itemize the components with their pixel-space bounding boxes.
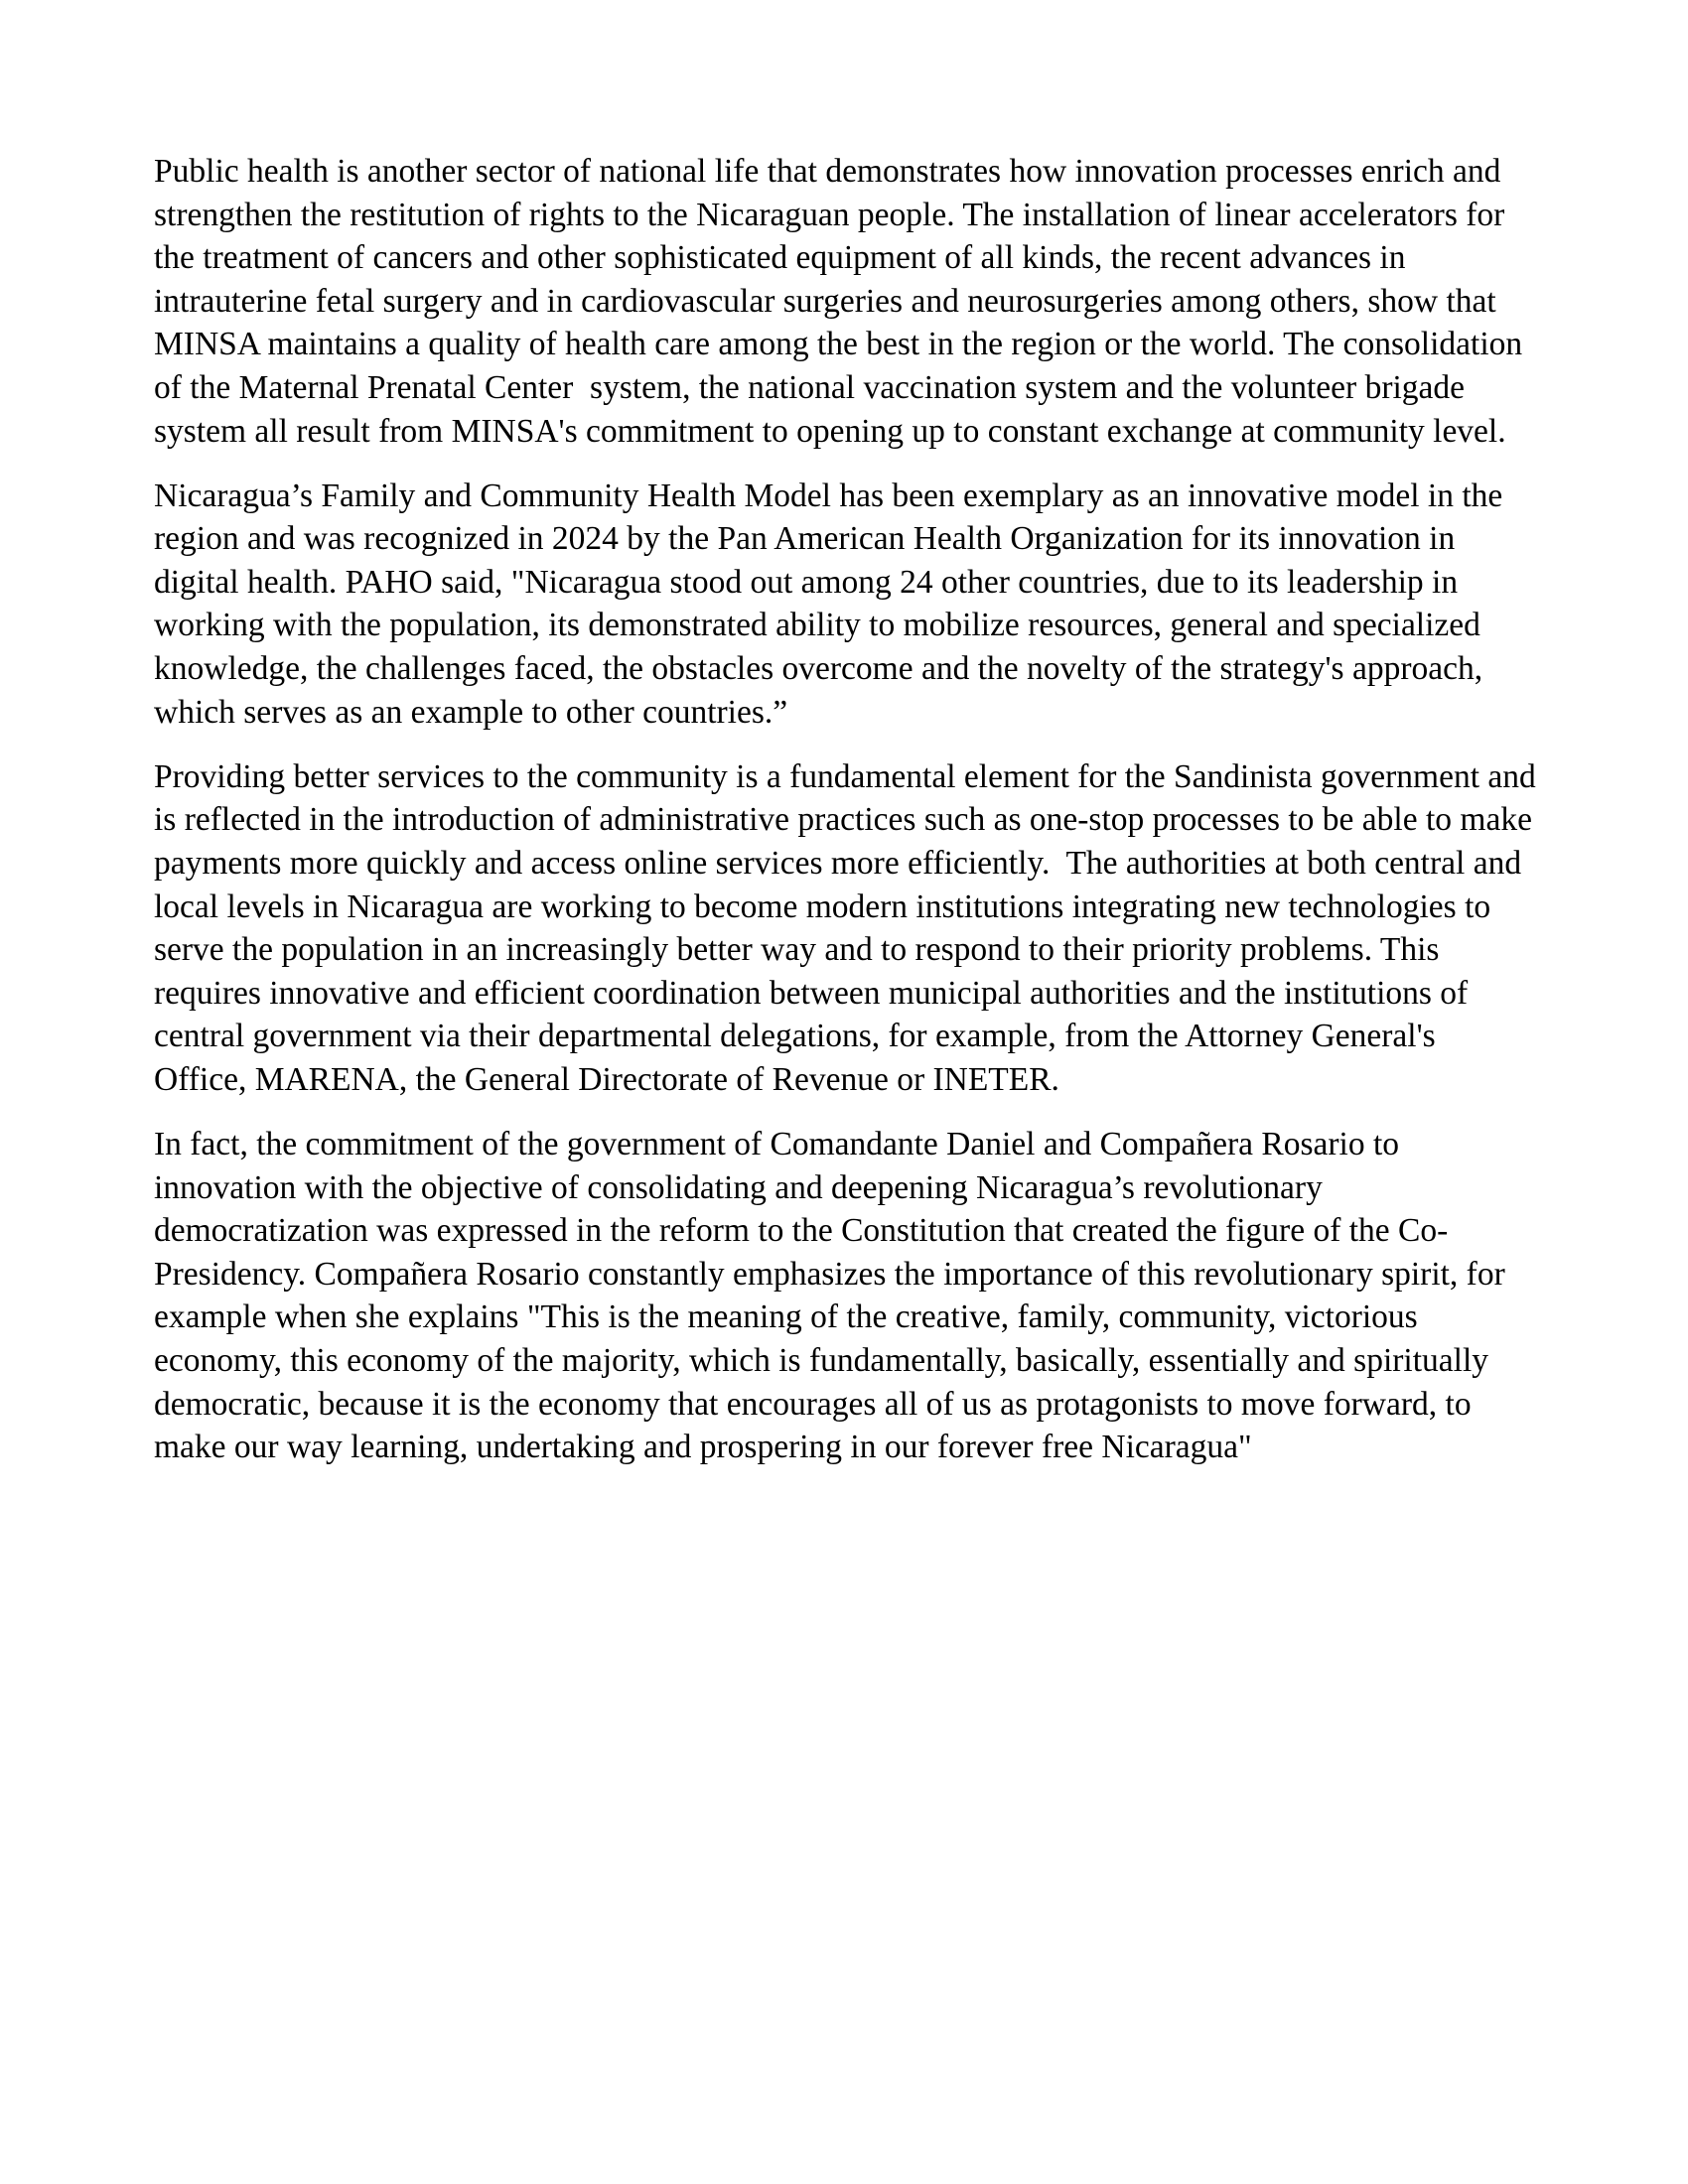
paragraph [154, 475, 1539, 735]
text-line: innovation with the objective of consolidating and deepening Nicaragua’s revolutionary [154, 1168, 1323, 1206]
text-line: local levels in Nicaragua are working to become modern institutions integrating new technologies to [154, 887, 1491, 925]
text-line: economy, this economy of the majority, which is fundamentally, basically, essentially and spiritually [154, 1341, 1489, 1379]
text-line: central government via their departmental delegations, for example, from the Attorney General's [154, 1018, 1436, 1055]
text-line: make our way learning, undertaking and prospering in our forever free Nicaragua" [154, 1429, 1252, 1466]
text-line: Providing better services to the community is a fundamental element for the Sandinista government and [154, 757, 1536, 795]
text-line: the treatment of cancers and other sophisticated equipment of all kinds, the recent advances in [154, 239, 1406, 277]
text-line: requires innovative and efficient coordination between municipal authorities and the institutions of [154, 974, 1469, 1012]
text-line: system all result from MINSA's commitment to opening up to constant exchange at community level. [154, 412, 1506, 450]
text-line: intrauterine fetal surgery and in cardiovascular surgeries and neurosurgeries among others, show that [154, 282, 1496, 320]
text-line: democratization was expressed in the reform to the Constitution that created the figure of the Co- [154, 1212, 1449, 1250]
document-text-block [154, 150, 1539, 1469]
text-line: is reflected in the introduction of administrative practices such as one-stop processes to be able to make [154, 801, 1532, 839]
paragraph [154, 755, 1539, 1102]
text-line: knowledge, the challenges faced, the obstacles overcome and the novelty of the strategy's approach, [154, 650, 1483, 688]
paragraph [154, 1123, 1539, 1469]
text-line: of the Maternal Prenatal Center system, the national vaccination system and the volunteer brigade [154, 368, 1466, 406]
text-line: payments more quickly and access online services more efficiently. The authorities at both central and [154, 844, 1522, 882]
text-line: Nicaragua’s Family and Community Health Model has been exemplary as an innovative model in the [154, 477, 1503, 514]
text-line: MINSA maintains a quality of health care among the best in the region or the world. The consolidation [154, 326, 1523, 363]
text-line: serve the population in an increasingly better way and to respond to their priority problems. This [154, 931, 1440, 969]
text-line: democratic, because it is the economy that encourages all of us as protagonists to move forward, to [154, 1385, 1472, 1423]
text-line: strengthen the restitution of rights to the Nicaraguan people. The installation of linear accelerators for [154, 196, 1505, 233]
paragraph [154, 150, 1539, 453]
text-line: working with the population, its demonstrated ability to mobilize resources, general and specialized [154, 607, 1480, 644]
text-line: digital health. PAHO said, "Nicaragua stood out among 24 other countries, due to its leadership in [154, 563, 1459, 601]
text-line: In fact, the commitment of the government of Comandante Daniel and Compañera Rosario to [154, 1125, 1400, 1162]
text-line: Public health is another sector of national life that demonstrates how innovation processes enrich and [154, 153, 1501, 190]
text-line: example when she explains "This is the meaning of the creative, family, community, victorious [154, 1298, 1418, 1336]
text-line: which serves as an example to other countries.” [154, 693, 788, 731]
text-line: Presidency. Compañera Rosario constantly emphasizes the importance of this revolutionary spirit, for [154, 1255, 1505, 1293]
text-line: Office, MARENA, the General Directorate of Revenue or INETER. [154, 1060, 1059, 1098]
text-line: region and was recognized in 2024 by the Pan American Health Organization for its innovation in [154, 520, 1456, 558]
